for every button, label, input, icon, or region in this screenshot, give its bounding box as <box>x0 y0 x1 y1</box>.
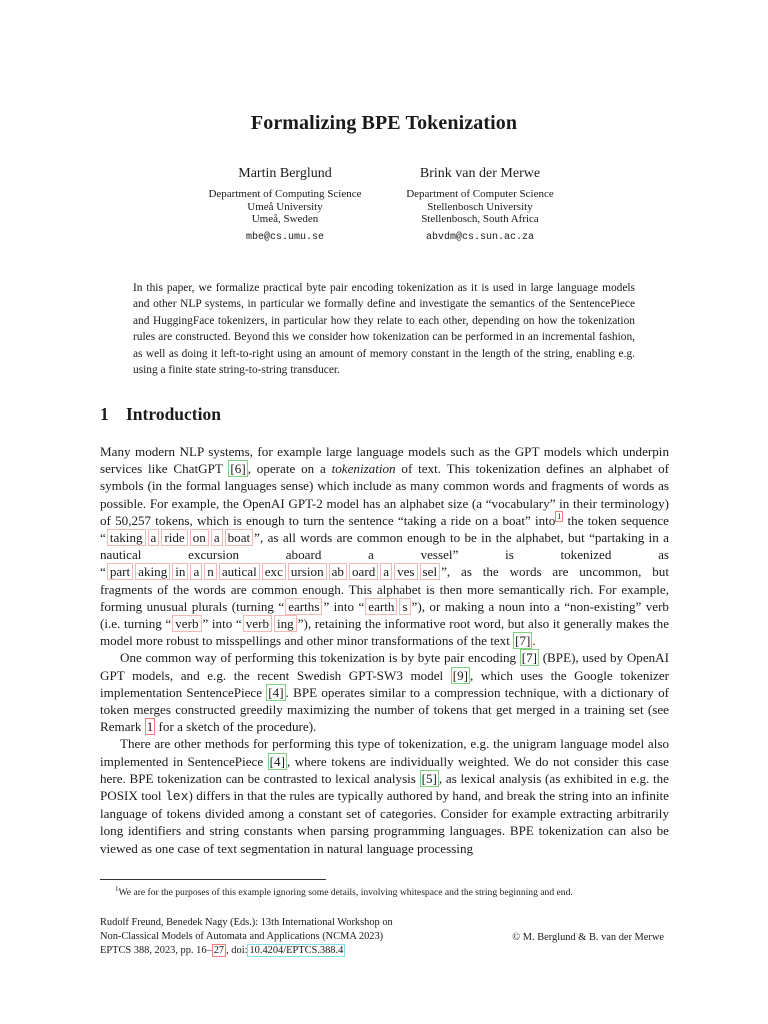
meta-line-2: Non-Classical Models of Automata and Applications (NCMA 2023) <box>100 931 384 943</box>
footnote <box>115 883 675 899</box>
text-run: . BPE operates similar to a compression technique, with a dictionary of token merges constructed greedily maximizing the number of tokens that get merged in a training set (see Remark <box>100 684 670 735</box>
author-block-1 <box>185 166 385 244</box>
token-box: autical <box>219 563 260 580</box>
publication-info <box>100 916 430 959</box>
token-box: ab <box>329 563 347 580</box>
citation-link[interactable]: [7] <box>515 633 531 649</box>
token-box: on <box>190 529 209 546</box>
token-box: s <box>399 598 410 615</box>
token-box: sel <box>420 563 441 580</box>
paragraph-3 <box>100 735 669 856</box>
text-run: the token sequence “ <box>100 512 669 546</box>
author-block-2 <box>380 166 580 244</box>
author-name: Martin Berglund <box>238 166 332 181</box>
text-run: ” into “ <box>202 616 242 632</box>
token-box: taking <box>107 529 146 546</box>
token-box: earth <box>365 598 397 615</box>
author-location: Umeå, Sweden <box>251 213 319 225</box>
text-run: ”), or making a noun into a “non-existing” verb (i.e. turning “ <box>100 598 669 632</box>
body-text <box>100 443 669 857</box>
footnote-mark: 1 <box>115 885 119 893</box>
author-email: abvdm@cs.sun.ac.za <box>425 231 535 243</box>
text-run: EPTCS 388, 2023, pp. 16– <box>100 945 212 957</box>
text-run: , as lexical analysis (as exhibited in e.g. the POSIX tool <box>100 770 669 804</box>
token-box: in <box>172 563 188 580</box>
section-number: 1 <box>100 404 109 424</box>
text-run: for a sketch of the procedure). <box>155 719 317 735</box>
author-department: Department of Computing Science <box>208 188 362 200</box>
token-sequence <box>171 616 202 631</box>
text-run: , operate on a <box>247 461 332 477</box>
author-email: mbe@cs.umu.se <box>245 231 324 243</box>
text-run: ” into “ <box>323 598 365 614</box>
paragraph-1 <box>100 443 669 649</box>
token-box: ursion <box>288 563 327 580</box>
remark-link[interactable]: 1 <box>146 719 154 735</box>
token-box: ves <box>394 563 417 580</box>
token-box: ride <box>161 529 187 546</box>
citation-link[interactable]: [6] <box>230 461 246 477</box>
text-run: (BPE), used by OpenAI GPT models, and e.g. the recent Swedish GPT-SW3 model <box>100 650 669 683</box>
paper-title: Formalizing BPE Tokenization <box>250 112 518 134</box>
token-box: verb <box>243 615 272 632</box>
meta-line-3 <box>100 944 430 958</box>
copyright-notice: © M. Berglund & B. van der Merwe <box>512 932 664 943</box>
token-box: ing <box>274 615 297 632</box>
section-title: Introduction <box>126 404 221 424</box>
token-box: part <box>107 563 133 580</box>
abstract: In this paper, we formalize practical byte pair encoding tokenization as it is used in large language models and other NLP systems, in particular we formally define and investigate the semantics of the SentencePiece and HuggingFace tokenizers, in particular how they relate to each other, depending on how the tokenization rules are constructed. Beyond this we consider how tokenization can be performed in an incremental fashion, as well as doing it left-to-right using an amount of memory constant in the length of the string, enabling e.g. using a finite state string-to-string transducer. <box>133 282 635 377</box>
emphasis: tokenization <box>331 461 396 477</box>
author-department: Department of Computer Science <box>406 188 554 200</box>
inline-code: lex <box>164 789 189 805</box>
token-box: boat <box>225 529 254 546</box>
token-box: a <box>380 563 392 580</box>
text-run: . <box>532 633 536 649</box>
token-sequence <box>106 564 441 579</box>
meta-line-1: Rudolf Freund, Benedek Nagy (Eds.): 13th International Workshop on <box>100 917 393 928</box>
citation-link[interactable]: [7] <box>521 650 538 666</box>
text-run: ”, as all words are common enough to be in the alphabet, but “partaking in a nautical excursion aboard a vessel” is tokenized as “ <box>100 530 669 580</box>
token-box: a <box>211 529 223 546</box>
token-box: exc <box>262 563 286 580</box>
token-box: aking <box>135 563 170 580</box>
token-sequence <box>284 599 323 614</box>
author-location: Stellenbosch, South Africa <box>421 213 539 225</box>
token-sequence <box>364 599 411 614</box>
footnote-text: We are for the purposes of this example ignoring some details, involving whitespace and the string beginning and end. <box>118 887 573 899</box>
citation-link[interactable]: [9] <box>452 667 469 683</box>
footnote-rule <box>100 879 326 880</box>
citation-link[interactable]: [4] <box>268 684 284 700</box>
text-run: Many modern NLP systems, for example large language models such as the GPT models which underpin services like ChatGPT <box>100 444 669 477</box>
text-run: , doi: <box>226 945 248 957</box>
text-run: , where tokens are individually weighted. We do not consider this case here. BPE tokenization can be contrasted to lexical analysis <box>100 753 669 786</box>
text-run: One common way of performing this tokenization is by byte pair encoding <box>120 650 520 666</box>
author-university: Stellenbosch University <box>427 200 533 213</box>
text-run: of text. This tokenization defines an alphabet of symbols (in the formal languages sense) which include as many common words and fragments of words as possible. For example, the OpenAI GPT-2 model has an alphabet size (a “vocabulary” in their terminology) of 50,257 tokens, which is enough to turn the sentence “taking a ride on a boat” into <box>100 461 669 528</box>
text-run: There are other methods for performing this type of tokenization, e.g. the unigram language model also implemented in SentencePiece <box>100 736 669 769</box>
token-box: a <box>148 529 160 546</box>
doi-link[interactable]: 10.4204/EPTCS.388.4 <box>249 945 344 957</box>
text-run: ) differs in that the rules are typically authored by hand, and break the string into an infinite language of tokens divided among a constant set of categories. Consider for example extracting arbitrarily long identifiers and string constants when parsing programming languages. BPE tokenization can also be viewed as one case of text segmentation in natural language processing <box>100 788 669 856</box>
text-run: ”, as the words are uncommon, but fragments of the words are common enough. This alphabet is then more semantically rich. For example, forming unusual plurals (turning “ <box>100 564 669 614</box>
token-box: a <box>190 563 202 580</box>
page-link[interactable]: 27 <box>213 945 225 957</box>
citation-link[interactable]: [4] <box>269 753 285 769</box>
token-sequence <box>106 530 254 545</box>
citation-link[interactable]: [5] <box>421 770 437 786</box>
token-box: oard <box>349 563 378 580</box>
footnote-link[interactable]: 1 <box>557 512 562 522</box>
author-university: Umeå University <box>247 200 323 213</box>
author-name: Brink van der Merwe <box>419 166 541 181</box>
token-sequence <box>242 616 298 631</box>
paragraph-2 <box>100 649 669 735</box>
token-box: n <box>204 563 217 580</box>
text-run: ”), retaining the informative root word, but also it generally makes the model more robust to misspellings and other minor transformations of the text <box>100 616 670 649</box>
text-run: , which uses the Google tokenizer implementation SentencePiece <box>100 667 670 700</box>
token-box: verb <box>172 615 201 632</box>
section-heading <box>100 404 221 425</box>
token-box: earths <box>285 598 322 615</box>
